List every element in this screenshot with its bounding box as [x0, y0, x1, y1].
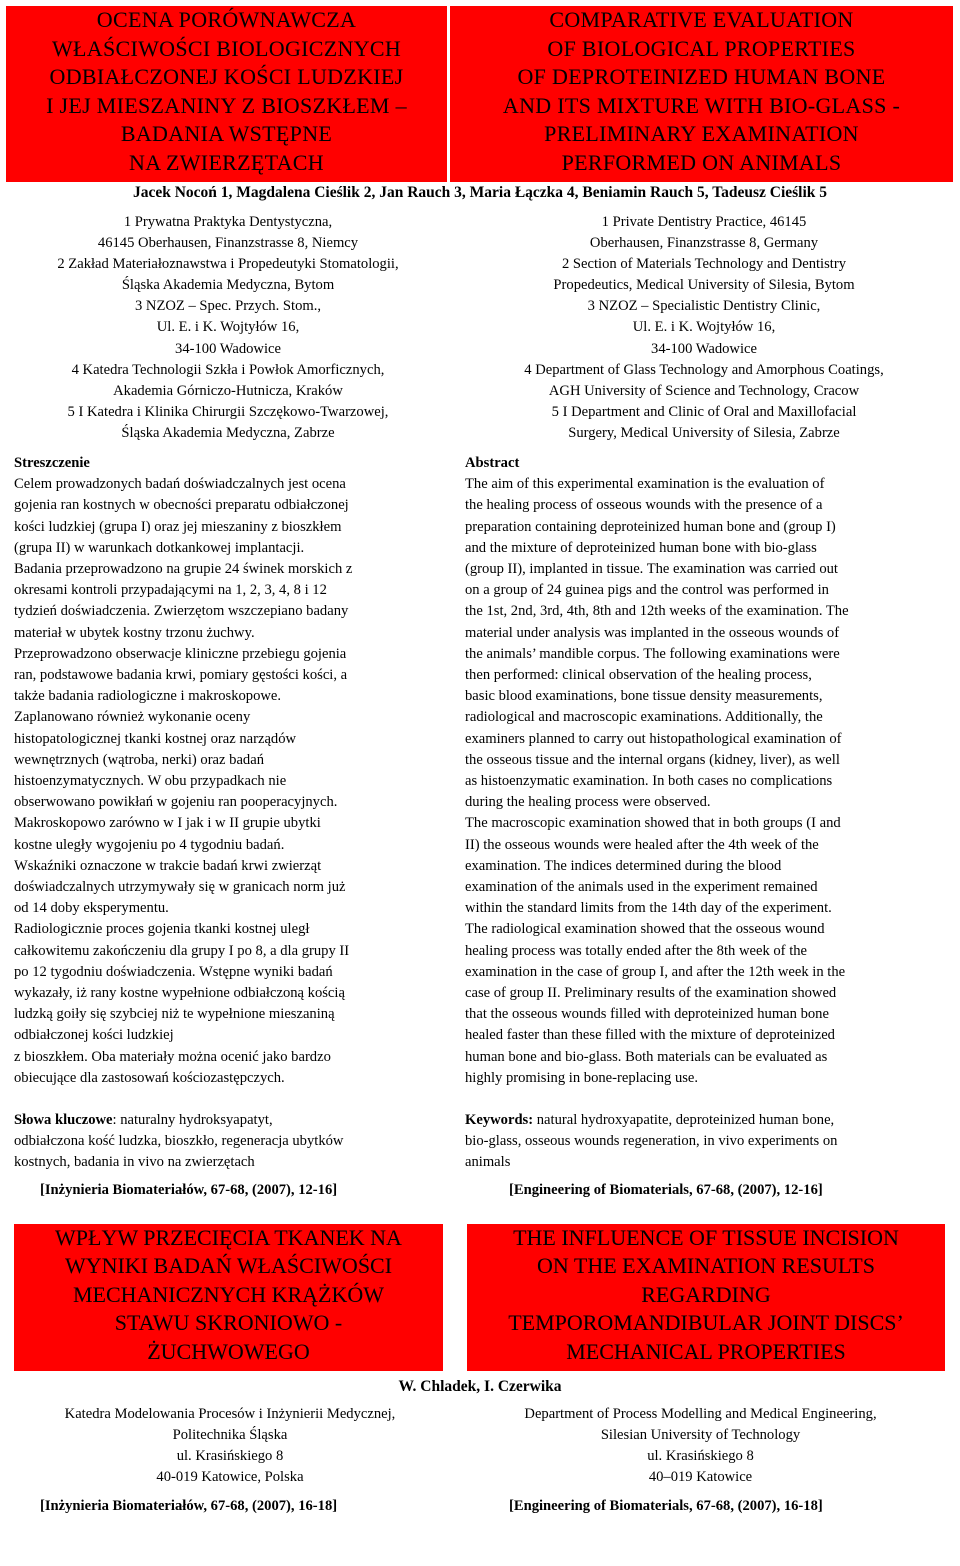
abstract-line: radiological and macroscopic examinations. Additionally, the	[465, 709, 823, 726]
abstract-line: that the osseous wounds filled with deproteinized human bone	[465, 1006, 829, 1023]
title-line: WPŁYW PRZECIĘCIA TKANEK NA	[55, 1225, 402, 1250]
journal-reference-en-2: [Engineering of Biomaterials, 67-68, (2007), 16-18]	[509, 1498, 823, 1514]
abstract-pl	[14, 453, 454, 1089]
abstract-line: on a group of 24 guinea pigs and the control was performed in	[465, 582, 829, 599]
abstract-line: The macroscopic examination showed that in both groups (I and	[465, 815, 841, 832]
affiliation-line: 1 Private Dentistry Practice, 46145	[601, 214, 807, 230]
affiliation-line: 5 I Katedra i Klinika Chirurgii Szczękowo-Twarzowej,	[67, 403, 389, 420]
affiliation-line: Katedra Modelowania Procesów i Inżynierii Medycznej,	[64, 1406, 396, 1422]
affiliation-line: Ul. E. i K. Wojtyłów 16,	[632, 319, 776, 336]
abstract-line: basic blood examinations, bone tissue density measurements,	[465, 688, 823, 705]
abstract-line: during the healing process were observed.	[465, 794, 711, 811]
title-line: OF DEPROTEINIZED HUMAN BONE	[517, 64, 886, 89]
abstract-line: obserwowano powikłań w gojeniu ran pooperacyjnych.	[14, 794, 338, 811]
affiliation-line: 46145 Oberhausen, Finanzstrasse 8, Niemcy	[97, 235, 359, 252]
affiliation-line: 3 NZOZ – Spec. Przych. Stom.,	[134, 298, 322, 315]
affiliation-line: ul. Krasińskiego 8	[647, 1448, 754, 1465]
affiliations-en	[454, 212, 954, 444]
authors-line: Jacek Nocoń 1, Magdalena Cieślik 2, Jan Rauch 3, Maria Łączka 4, Beniamin Rauch 5, Tadeusz Cieślik 5	[132, 184, 828, 201]
title-line: REGARDING	[641, 1281, 771, 1307]
affiliation-line: 5 I Department and Clinic of Oral and Maxillofacial	[551, 403, 857, 420]
affiliation-line: 3 NZOZ – Specialistic Dentistry Clinic,	[587, 298, 821, 315]
affiliations-pl-2	[8, 1404, 452, 1488]
abstract-line: examiners planned to carry out histopathological examination of	[465, 730, 842, 747]
abstract-line: preparation containing deproteinized human bone and (group I)	[465, 518, 836, 535]
affiliation-line: Department of Process Modelling and Medical Engineering,	[524, 1406, 877, 1422]
abstract-line: the osseous tissue and the internal organs (kidney, liver), as well	[465, 751, 840, 768]
abstract-line: healing process was totally ended after the 8th week of the	[465, 942, 808, 959]
title-line: PRELIMINARY EXAMINATION	[544, 121, 859, 146]
abstract-line: ludzką goiły się szybciej niż te wypełnione mieszaniną	[14, 1006, 335, 1023]
keywords-text: natural hydroxyapatite, deproteinized human bone,	[533, 1112, 835, 1128]
keywords-text: bio-glass, osseous wounds regeneration, in vivo experiments on	[465, 1133, 838, 1150]
affiliation-line: 34-100 Wadowice	[175, 340, 281, 357]
abstract-line: material under analysis was implanted in the osseous wounds of	[465, 624, 840, 641]
abstract-line: II) the osseous wounds were healed after the 4th week of the	[465, 836, 819, 853]
abstract-line: tydzień doświadczenia. Zwierzętom wszczepiano badany	[14, 603, 349, 620]
abstract-line: human bone and bio-glass. Both materials can be evaluated as	[465, 1048, 828, 1065]
abstract-line: kości ludzkiej (grupa I) oraz jej mieszaniny z bioszkłem	[14, 518, 342, 535]
title-line: ODBIAŁCZONEJ KOŚCI LUDZKIEJ	[49, 64, 404, 89]
affiliation-line: Propedeutics, Medical University of Silesia, Bytom	[553, 277, 855, 294]
abstract-line: odbiałczonej kości ludzkiej	[14, 1027, 174, 1044]
affiliation-line: 1 Prywatna Praktyka Dentystyczna,	[123, 214, 333, 230]
title-line: TEMPOROMANDIBULAR JOINT DISCS’	[508, 1310, 904, 1336]
affiliation-line: Śląska Akademia Medyczna, Zabrze	[121, 424, 335, 441]
journal-reference-en: [Engineering of Biomaterials, 67-68, (2007), 12-16]	[509, 1182, 823, 1198]
abstract-line: The aim of this experimental examination is the evaluation of	[465, 476, 825, 493]
keywords-text: animals	[465, 1154, 511, 1171]
title-line: BADANIA WSTĘPNE	[120, 121, 333, 146]
abstract-line: ran, podstawowe badania krwi, pomiary gęstości kości, a	[14, 667, 348, 684]
abstract-line: The radiological examination showed that the osseous wound	[465, 921, 825, 938]
title-line: WYNIKI BADAŃ WŁAŚCIWOŚCI	[64, 1253, 393, 1279]
title-line: THE INFLUENCE OF TISSUE INCISION	[513, 1225, 899, 1250]
title-line: NA ZWIERZĘTACH	[129, 149, 324, 175]
abstract-line: examination in the case of group I, and after the 12th week in the	[465, 963, 846, 980]
authors-line-2: W. Chladek, I. Czerwika	[398, 1378, 562, 1395]
affiliation-line: Śląska Akademia Medyczna, Bytom	[121, 277, 335, 294]
title-line: MECHANICZNYCH KRĄŻKÓW	[72, 1281, 385, 1307]
abstract-line: histopatologicznej tkanki kostnej oraz narządów	[14, 730, 297, 747]
affiliation-line: Silesian University of Technology	[600, 1427, 801, 1444]
title-banner-pl-2	[14, 1224, 443, 1371]
title-banner-en-2	[467, 1224, 945, 1371]
abstract-line: całkowitemu zakończeniu dla grupy I po 8, a dla grupy II	[14, 942, 350, 959]
abstract-line: the animals’ mandible corpus. The following examinations were	[465, 645, 840, 662]
abstract-line: wewnętrznych (wątroba, nerki) oraz badań	[14, 751, 264, 768]
title-line: ŻUCHWOWEGO	[147, 1338, 310, 1364]
abstract-line: Badania przeprowadzono na grupie 24 świnek morskich z	[14, 561, 353, 578]
abstract-line: Celem prowadzonych badań doświadczalnych jest ocena	[14, 476, 346, 493]
affiliation-line: 40–019 Katowice	[648, 1469, 753, 1486]
affiliation-line: ul. Krasińskiego 8	[176, 1448, 284, 1465]
abstract-line: z bioszkłem. Oba materiały można ocenić jako bardzo	[14, 1048, 331, 1065]
title-line: WŁAŚCIWOŚCI BIOLOGICZNYCH	[51, 35, 402, 61]
affiliation-line: Akademia Górniczo-Hutnicza, Kraków	[113, 382, 343, 399]
title-line: STAWU SKRONIOWO -	[114, 1310, 343, 1336]
abstract-line: healed faster than these filled with the mixture of deproteinized	[465, 1027, 835, 1044]
affiliation-line: 4 Department of Glass Technology and Amorphous Coatings,	[524, 361, 884, 378]
keywords-en	[465, 1110, 837, 1174]
abstract-line: po 12 tygodniu doświadczenia. Wstępne wyniki badań	[14, 963, 333, 980]
abstract-line: as histoenzymatic examination. In both cases no complications	[465, 773, 833, 790]
abstract-line: gojenia ran kostnych w obecności preparatu odbiałczonej	[14, 497, 349, 514]
affiliation-line: Oberhausen, Finanzstrasse 8, Germany	[589, 235, 819, 252]
title-line: COMPARATIVE EVALUATION	[549, 7, 854, 32]
abstract-line: materiał w ubytek kostny trzonu żuchwy.	[14, 624, 255, 641]
keywords-label: Keywords:	[465, 1112, 534, 1128]
abstract-line: case of group II. Preliminary results of the examination showed	[465, 985, 837, 1002]
abstract-line: within the standard limits from the 14th day of the experiment.	[465, 900, 832, 917]
abstract-line: then performed: clinical observation of the healing process,	[465, 667, 812, 684]
keywords-text: kostnych, badania in vivo na zwierzętach	[14, 1154, 255, 1171]
abstract-line: the healing process of osseous wounds with the presence of a	[465, 497, 823, 514]
abstract-line: and the mixture of deproteinized human bone with bio-glass	[465, 539, 817, 556]
title-line: I JEJ MIESZANINY Z BIOSZKŁEM –	[46, 92, 407, 118]
abstract-line: Zaplanowano również wykonanie oceny	[14, 709, 251, 726]
title-line: OF BIOLOGICAL PROPERTIES	[547, 35, 856, 61]
abstract-line: okresami kontroli przypadającymi na 1, 2, 3, 4, 8 i 12	[14, 582, 327, 599]
title-banner-en	[450, 6, 953, 182]
abstract-line: examination of the animals used in the experiment remained	[465, 879, 818, 896]
abstract-line: Wskaźniki oznaczone w trakcie badań krwi zwierząt	[14, 857, 322, 874]
abstract-line: także badania radiologiczne i makroskopowe.	[14, 688, 282, 705]
abstract-line: kostne uległy wygojeniu po 4 tygodniu badań.	[14, 836, 285, 853]
affiliations-en-2	[458, 1404, 943, 1488]
abstract-en	[465, 453, 955, 1089]
affiliation-line: 34-100 Wadowice	[651, 340, 757, 357]
affiliation-line: 40-019 Katowice, Polska	[156, 1469, 304, 1486]
title-banner-pl	[6, 6, 447, 182]
title-line: ON THE EXAMINATION RESULTS	[537, 1253, 875, 1279]
keywords-pl	[14, 1110, 343, 1174]
affiliation-line: 4 Katedra Technologii Szkła i Powłok Amorficznych,	[71, 361, 385, 378]
abstract-line: Radiologicznie proces gojenia tkanki kostnej uległ	[14, 921, 310, 938]
abstract-line: highly promising in bone-replacing use.	[465, 1069, 699, 1086]
abstract-line: od 14 doby eksperymentu.	[14, 900, 169, 917]
abstract-line: obiecujące dla zastosowań kościozastępczych.	[14, 1069, 285, 1086]
abstract-line: doświadczalnych utrzymywały się w granicach norm już	[14, 879, 346, 896]
abstract-line: (group II), implanted in tissue. The examination was carried out	[465, 561, 838, 578]
abstract-line: Przeprowadzono obserwacje kliniczne przebiegu gojenia	[14, 645, 347, 662]
affiliation-line: Surgery, Medical University of Silesia, Zabrze	[568, 424, 840, 441]
abstract-heading: Abstract	[465, 455, 520, 471]
abstract-line: histoenzymatycznych. W obu przypadkach nie	[14, 773, 287, 790]
affiliation-line: 2 Zakład Materiałoznawstwa i Propedeutyki Stomatologii,	[57, 256, 399, 273]
keywords-text: odbiałczona kość ludzka, bioszkło, regeneracja ubytków	[14, 1133, 344, 1150]
affiliation-line: AGH University of Science and Technology, Cracow	[548, 382, 860, 399]
abstract-heading: Streszczenie	[14, 455, 90, 471]
journal-reference-pl: [Inżynieria Biomateriałów, 67-68, (2007), 12-16]	[40, 1182, 338, 1198]
abstract-line: Makroskopowo zarówno w I jak i w II grupie ubytki	[14, 815, 321, 832]
abstract-line: the 1st, 2nd, 3rd, 4th, 8th and 12th weeks of the examination. The	[465, 603, 849, 620]
title-line: PERFORMED ON ANIMALS	[561, 149, 842, 175]
abstract-line: (grupa II) w warunkach dotkankowej implantacji.	[14, 539, 305, 556]
affiliation-line: 2 Section of Materials Technology and Dentistry	[561, 256, 847, 273]
abstract-line: wykazały, iż rany kostne wypełnione odbiałczoną kością	[14, 985, 345, 1002]
title-line: MECHANICAL PROPERTIES	[566, 1338, 846, 1364]
title-line: AND ITS MIXTURE WITH BIO-GLASS -	[502, 92, 901, 118]
journal-reference-pl-2: [Inżynieria Biomateriałów, 67-68, (2007), 16-18]	[40, 1498, 338, 1514]
keywords-label: Słowa kluczowe	[14, 1112, 113, 1128]
affiliation-line: Ul. E. i K. Wojtyłów 16,	[156, 319, 300, 336]
title-line: OCENA PORÓWNAWCZA	[96, 7, 357, 32]
keywords-text: : naturalny hydroksyapatyt,	[112, 1112, 273, 1128]
affiliation-line: Politechnika Śląska	[172, 1427, 288, 1444]
abstract-line: examination. The indices determined during the blood	[465, 857, 782, 874]
affiliations-pl	[2, 212, 454, 444]
